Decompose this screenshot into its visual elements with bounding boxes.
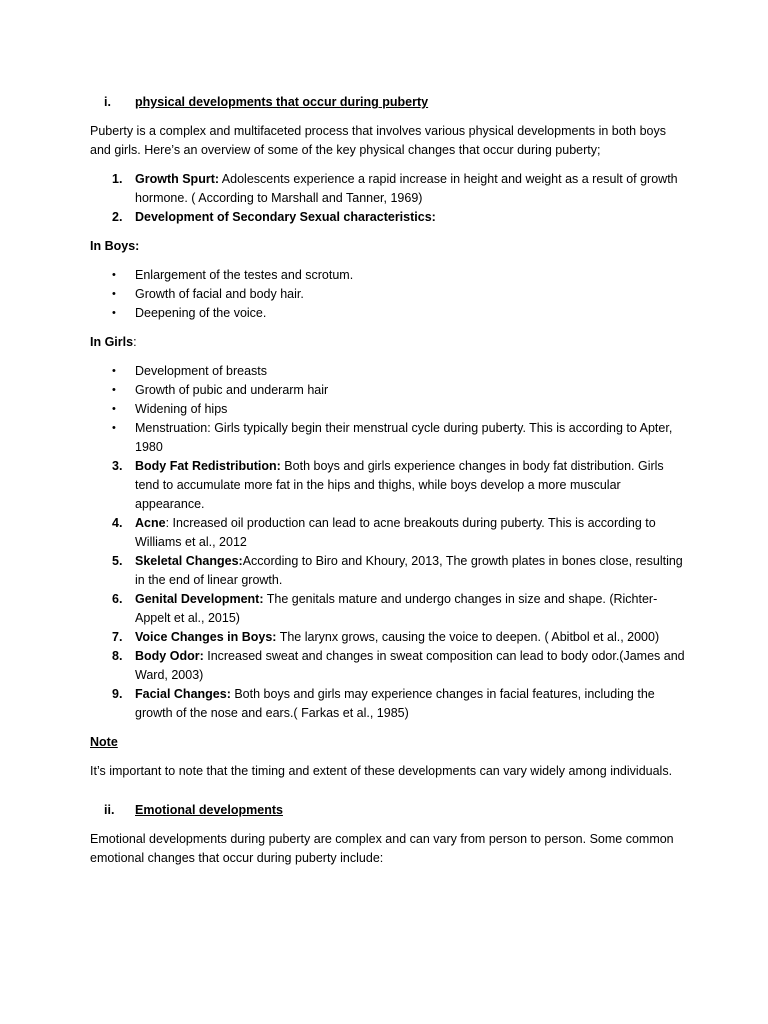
girls-subheading — [90, 333, 690, 352]
list-number: 7. — [112, 630, 123, 644]
list-number: 9. — [112, 687, 123, 701]
list-item — [90, 400, 690, 419]
item-text: The genitals mature and undergo changes in size and shape. (Richter-Appelt et al., 2015) — [135, 592, 658, 625]
list-item — [90, 170, 690, 208]
emotional-intro-paragraph: Emotional developments during puberty are complex and can vary from person to person. Some common emotional changes that occur during puberty include: — [90, 832, 674, 865]
list-number: 4. — [112, 516, 123, 530]
note-heading: Note — [90, 735, 118, 749]
list-item — [90, 514, 690, 552]
subheading-colon: : — [133, 335, 137, 349]
bullet-icon: • — [112, 365, 116, 377]
list-number: 1. — [112, 172, 123, 186]
list-item — [90, 685, 690, 723]
subheading-text: In Girls — [90, 335, 134, 349]
section-title: Emotional developments — [135, 803, 283, 817]
subheading-text: In Boys — [90, 239, 136, 253]
item-text: Both boys and girls may experience changes in facial features, including the growth of the nose and ears.( Farkas et al., 1985) — [135, 687, 655, 720]
list-item — [90, 419, 690, 457]
item-label: Genital Development: — [135, 592, 264, 606]
item-label: Development of Secondary Sexual characteristics: — [135, 210, 436, 224]
item-label: Skeletal Changes: — [135, 554, 243, 568]
bullet-icon: • — [112, 307, 116, 319]
girls-bullet-list — [90, 362, 690, 457]
list-item — [90, 208, 690, 227]
list-number: 2. — [112, 210, 123, 224]
list-item — [90, 285, 690, 304]
item-text: Menstruation: Girls typically begin their menstrual cycle during puberty. This is according to Apter, 1980 — [135, 421, 673, 454]
item-text: : Increased oil production can lead to acne breakouts during puberty. This is according to Williams et al., 2012 — [135, 516, 656, 549]
numbered-list-a — [90, 170, 690, 227]
note-paragraph: It’s important to note that the timing and extent of these developments can vary widely among individuals. — [90, 764, 673, 778]
item-label: Voice Changes in Boys: — [135, 630, 277, 644]
list-number: 6. — [112, 592, 123, 606]
numbered-list-b — [90, 457, 690, 723]
bullet-icon: • — [112, 269, 116, 281]
item-text: The larynx grows, causing the voice to deepen. ( Abitbol et al., 2000) — [276, 630, 660, 644]
section-heading-emotional — [90, 801, 690, 820]
boys-subheading — [90, 237, 690, 256]
list-item — [90, 628, 690, 647]
section-number: i. — [104, 95, 111, 109]
item-label: Facial Changes: — [135, 687, 231, 701]
item-text: Increased sweat and changes in sweat composition can lead to body odor.(James and Ward, 2003) — [135, 649, 685, 682]
item-label: Acne — [135, 516, 166, 530]
list-item — [90, 647, 690, 685]
item-label: Body Fat Redistribution: — [135, 459, 281, 473]
item-text: Widening of hips — [135, 402, 228, 416]
item-label: Body Odor: — [135, 649, 204, 663]
item-text: Growth of pubic and underarm hair — [135, 383, 329, 397]
list-number: 5. — [112, 554, 123, 568]
list-item — [90, 552, 690, 590]
section-number: ii. — [104, 803, 115, 817]
list-item — [90, 266, 690, 285]
item-text: Development of breasts — [135, 364, 268, 378]
bullet-icon: • — [112, 422, 116, 434]
spacer — [90, 791, 690, 801]
item-text: Enlargement of the testes and scrotum. — [135, 268, 354, 282]
intro-paragraph: Puberty is a complex and multifaceted process that involves various physical developments in both boys and girls. Here’s an overview of some of the key physical changes that occur during puberty; — [90, 124, 666, 157]
document-page — [90, 93, 690, 878]
bullet-icon: • — [112, 403, 116, 415]
list-item — [90, 590, 690, 628]
list-item — [90, 457, 690, 514]
bullet-icon: • — [112, 384, 116, 396]
item-label: Growth Spurt: — [135, 172, 220, 186]
item-text: Growth of facial and body hair. — [135, 287, 304, 301]
item-text: Adolescents experience a rapid increase in height and weight as a result of growth hormone. ( According to Marshall and Tanner, 1969) — [135, 172, 678, 205]
subheading-colon: : — [135, 239, 140, 253]
list-item — [90, 362, 690, 381]
list-number: 8. — [112, 649, 123, 663]
item-text: According to Biro and Khoury, 2013, The growth plates in bones close, resulting in the end of linear growth. — [135, 554, 683, 587]
boys-bullet-list — [90, 266, 690, 323]
item-text: Both boys and girls experience changes in body fat distribution. Girls tend to accumulate more fat in the hips and thighs, while boys develop a more muscular appearance. — [135, 459, 664, 511]
section-title: physical developments that occur during puberty — [135, 95, 429, 109]
section-heading-physical — [90, 93, 690, 112]
list-item — [90, 381, 690, 400]
list-item — [90, 304, 690, 323]
item-text: Deepening of the voice. — [135, 306, 267, 320]
bullet-icon: • — [112, 288, 116, 300]
list-number: 3. — [112, 459, 123, 473]
